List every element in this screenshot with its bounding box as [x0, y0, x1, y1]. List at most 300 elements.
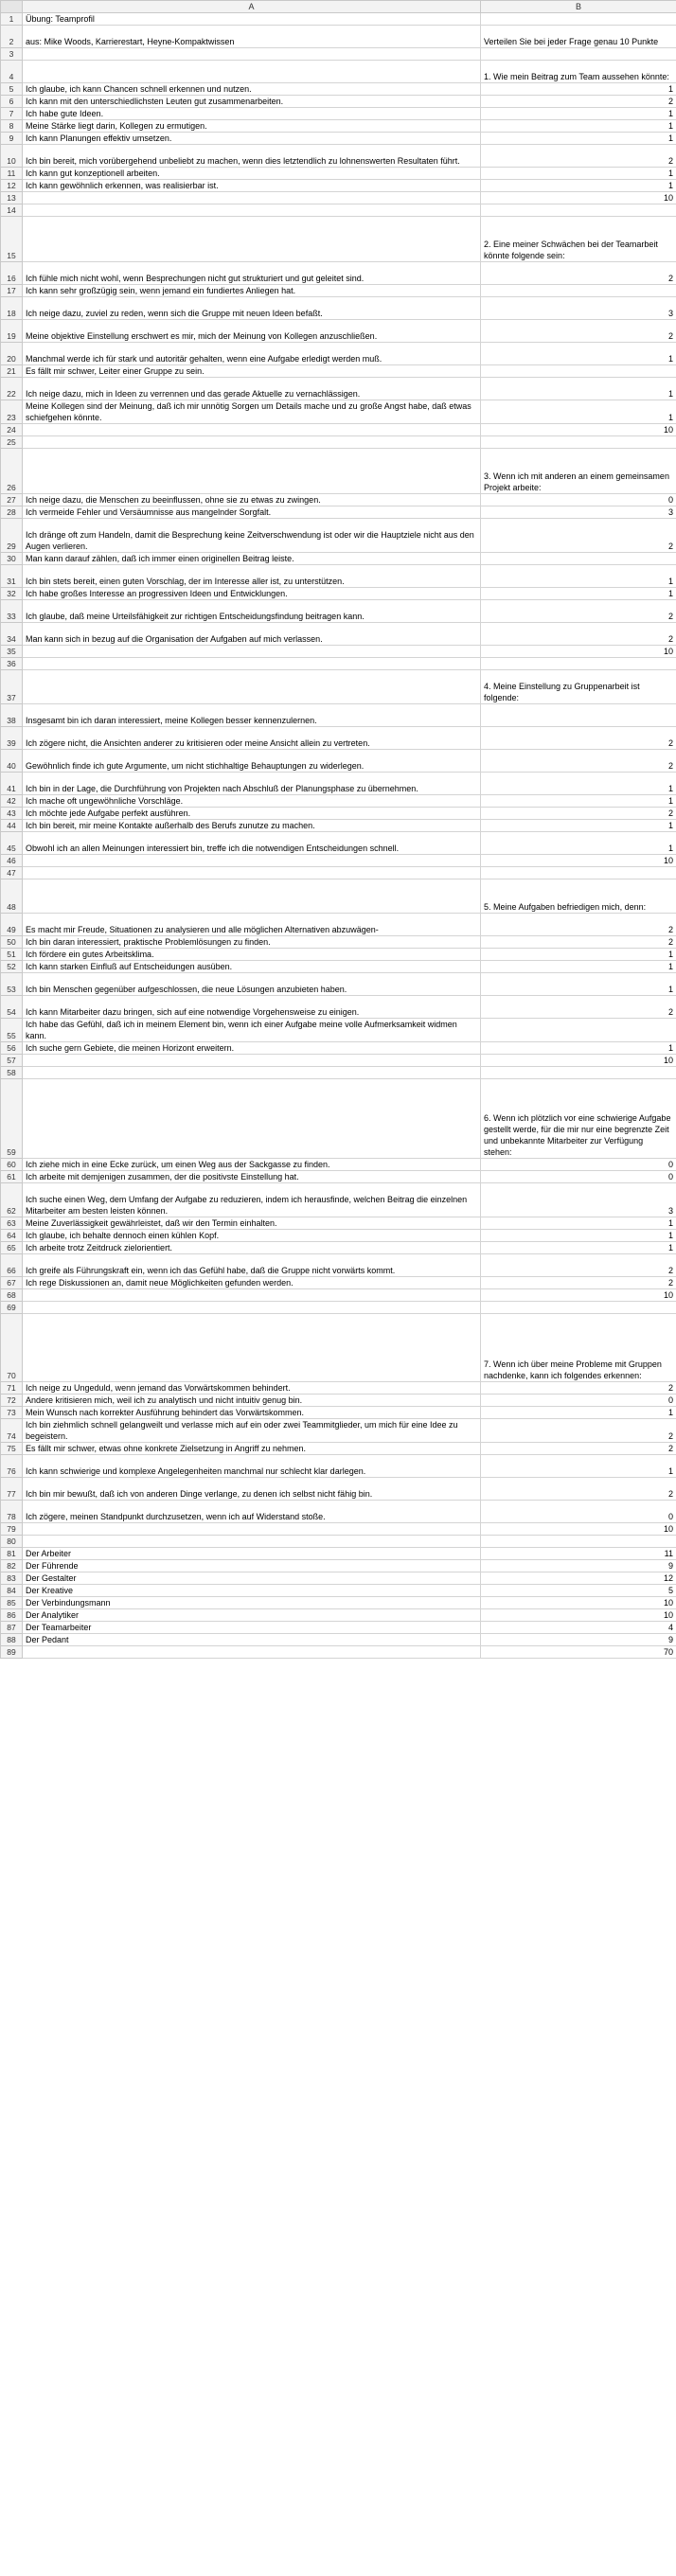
cell-a[interactable]: Ich neige zu Ungeduld, wenn jemand das Vorwärtskommen behindert.	[23, 1382, 481, 1395]
table-row	[1, 192, 676, 204]
cell-b[interactable]	[481, 1019, 676, 1042]
row-header[interactable]: 77	[1, 1478, 23, 1501]
cell-b[interactable]: 2	[481, 623, 676, 646]
cell-a[interactable]: Der Führende	[23, 1560, 481, 1572]
cell-a[interactable]: Der Analytiker	[23, 1609, 481, 1622]
cell-a[interactable]: Ich suche gern Gebiete, die meinen Horizont erweitern.	[23, 1042, 481, 1055]
cell-a[interactable]: Es fällt mir schwer, Leiter einer Gruppe zu sein.	[23, 365, 481, 378]
cell-b[interactable]	[481, 1302, 676, 1314]
cell-a[interactable]: Der Arbeiter	[23, 1548, 481, 1560]
cell-b[interactable]: 2	[481, 996, 676, 1019]
row-header[interactable]: 2	[1, 26, 23, 48]
table-row	[1, 1572, 676, 1585]
cell-b[interactable]: 1	[481, 180, 676, 192]
row-header[interactable]: 80	[1, 1536, 23, 1548]
cell-b[interactable]: 3	[481, 506, 676, 519]
cell-a[interactable]: Obwohl ich an allen Meinungen interessiert bin, treffe ich die notwendigen Entscheidungen schnell.	[23, 832, 481, 855]
cell-a[interactable]: Ich suche einen Weg, dem Umfang der Aufgabe zu reduzieren, indem ich herausfinde, welchen Beitrag die einzelnen Mitarbeiter am besten leisten können.	[23, 1183, 481, 1217]
row-header[interactable]: 63	[1, 1217, 23, 1230]
table-row	[1, 1478, 676, 1501]
row-header[interactable]: 9	[1, 133, 23, 145]
row-header[interactable]: 23	[1, 400, 23, 424]
cell-a[interactable]: Ich möchte jede Aufgabe perfekt ausführen.	[23, 808, 481, 820]
cell-a[interactable]: Meine Zuverlässigkeit gewährleistet, daß wir den Termin einhalten.	[23, 1217, 481, 1230]
cell-a[interactable]: Der Verbindungsmann	[23, 1597, 481, 1609]
table-row	[1, 519, 676, 553]
cell-b[interactable]: 0	[481, 494, 676, 506]
cell-b[interactable]	[481, 867, 676, 879]
cell-b[interactable]: 12	[481, 1572, 676, 1585]
row-header[interactable]: 21	[1, 365, 23, 378]
row-header[interactable]: 12	[1, 180, 23, 192]
cell-a[interactable]	[23, 1646, 481, 1659]
row-header[interactable]: 17	[1, 285, 23, 297]
cell-b[interactable]: 10	[481, 855, 676, 867]
column-header-b[interactable]: B	[481, 1, 676, 13]
row-header[interactable]: 82	[1, 1560, 23, 1572]
row-header[interactable]: 57	[1, 1055, 23, 1067]
cell-b[interactable]: 1	[481, 400, 676, 424]
cell-b[interactable]: 1	[481, 1455, 676, 1478]
row-header[interactable]: 69	[1, 1302, 23, 1314]
cell-a[interactable]: Ich fördere ein gutes Arbeitsklima.	[23, 949, 481, 961]
cell-a[interactable]	[23, 1289, 481, 1302]
row-header[interactable]: 83	[1, 1572, 23, 1585]
cell-b[interactable]	[481, 285, 676, 297]
cell-a[interactable]: Ich fühle mich nicht wohl, wenn Besprechungen nicht gut strukturiert und gut geleitet sind.	[23, 262, 481, 285]
row-header[interactable]: 50	[1, 936, 23, 949]
column-header-row	[1, 1, 676, 13]
row-header[interactable]: 70	[1, 1314, 23, 1382]
cell-a[interactable]	[23, 1055, 481, 1067]
cell-b[interactable]: 7. Wenn ich über meine Probleme mit Gruppen nachdenke, kann ich folgendes erkennen:	[481, 1314, 676, 1382]
cell-a[interactable]: Meine Stärke liegt darin, Kollegen zu ermutigen.	[23, 120, 481, 133]
cell-b[interactable]: 2	[481, 262, 676, 285]
cell-b[interactable]: 6. Wenn ich plötzlich vor eine schwierige Aufgabe gestellt werde, für die mir nur eine begrenzte Zeit und unbekannte Mitarbeiter zur Verfügung stehen:	[481, 1079, 676, 1159]
cell-a[interactable]: Ich arbeite mit demjenigen zusammen, der die positivste Einstellung hat.	[23, 1171, 481, 1183]
cell-a[interactable]: Ich zögere nicht, die Ansichten anderer zu kritisieren oder meine Ansicht allein zu vertreten.	[23, 727, 481, 750]
row-header[interactable]: 34	[1, 623, 23, 646]
cell-a[interactable]: Der Kreative	[23, 1585, 481, 1597]
row-header[interactable]: 72	[1, 1395, 23, 1407]
row-header[interactable]: 73	[1, 1407, 23, 1419]
row-header[interactable]: 14	[1, 204, 23, 217]
cell-b[interactable]: 1	[481, 820, 676, 832]
table-row	[1, 949, 676, 961]
cell-b[interactable]	[481, 1536, 676, 1548]
cell-a[interactable]	[23, 867, 481, 879]
cell-a[interactable]: Man kann darauf zählen, daß ich immer einen originellen Beitrag leiste.	[23, 553, 481, 565]
cell-b[interactable]: 10	[481, 1609, 676, 1622]
table-row	[1, 61, 676, 83]
row-header[interactable]: 62	[1, 1183, 23, 1217]
cell-b[interactable]: 1	[481, 343, 676, 365]
row-header[interactable]: 27	[1, 494, 23, 506]
row-header[interactable]: 66	[1, 1254, 23, 1277]
row-header[interactable]: 24	[1, 424, 23, 436]
table-row	[1, 1585, 676, 1597]
cell-a[interactable]: Ich kann mit den unterschiedlichsten Leuten gut zusammenarbeiten.	[23, 96, 481, 108]
cell-b[interactable]: 2	[481, 96, 676, 108]
table-row	[1, 914, 676, 936]
cell-b[interactable]: 1	[481, 378, 676, 400]
row-header[interactable]: 5	[1, 83, 23, 96]
cell-b[interactable]: 1	[481, 565, 676, 588]
cell-b[interactable]: 10	[481, 1289, 676, 1302]
row-header[interactable]: 19	[1, 320, 23, 343]
cell-b[interactable]: 10	[481, 1597, 676, 1609]
row-header[interactable]: 61	[1, 1171, 23, 1183]
cell-b[interactable]: 2	[481, 145, 676, 168]
cell-b[interactable]: 2	[481, 1254, 676, 1277]
select-all-corner[interactable]	[1, 1, 23, 13]
cell-a[interactable]: Ich habe gute Ideen.	[23, 108, 481, 120]
cell-b[interactable]: 1	[481, 795, 676, 808]
row-header[interactable]: 45	[1, 832, 23, 855]
row-header[interactable]: 41	[1, 773, 23, 795]
cell-a[interactable]: Ich kann gewöhnlich erkennen, was realisierbar ist.	[23, 180, 481, 192]
row-header[interactable]: 54	[1, 996, 23, 1019]
cell-a[interactable]: Übung: Teamprofil	[23, 13, 481, 26]
cell-b[interactable]: 2	[481, 1382, 676, 1395]
cell-b[interactable]: 5	[481, 1585, 676, 1597]
row-header[interactable]: 7	[1, 108, 23, 120]
row-header[interactable]: 48	[1, 879, 23, 914]
cell-b[interactable]	[481, 13, 676, 26]
table-row	[1, 1395, 676, 1407]
cell-b[interactable]: 2	[481, 1277, 676, 1289]
row-header[interactable]: 39	[1, 727, 23, 750]
cell-a[interactable]: Ich kann sehr großzügig sein, wenn jemand ein fundiertes Anliegen hat.	[23, 285, 481, 297]
cell-b[interactable]: 1	[481, 120, 676, 133]
cell-a[interactable]: Ich glaube, daß meine Urteilsfähigkeit zur richtigen Entscheidungsfindung beitragen kann.	[23, 600, 481, 623]
row-header[interactable]: 40	[1, 750, 23, 773]
cell-a[interactable]: Ich bin stets bereit, einen guten Vorschlag, der im Interesse aller ist, zu unterstützen.	[23, 565, 481, 588]
cell-b[interactable]: 9	[481, 1634, 676, 1646]
table-row	[1, 365, 676, 378]
row-header[interactable]: 78	[1, 1501, 23, 1523]
cell-b[interactable]: 2	[481, 600, 676, 623]
row-header[interactable]: 8	[1, 120, 23, 133]
cell-a[interactable]	[23, 1523, 481, 1536]
row-header[interactable]: 74	[1, 1419, 23, 1443]
row-header[interactable]: 15	[1, 217, 23, 262]
row-header[interactable]: 52	[1, 961, 23, 973]
table-row	[1, 180, 676, 192]
cell-b[interactable]: 1	[481, 588, 676, 600]
cell-b[interactable]: 2. Eine meiner Schwächen bei der Teamarbeit könnte folgende sein:	[481, 217, 676, 262]
cell-a[interactable]	[23, 1536, 481, 1548]
row-header[interactable]: 3	[1, 48, 23, 61]
cell-a[interactable]	[23, 48, 481, 61]
cell-b[interactable]	[481, 48, 676, 61]
row-header[interactable]: 16	[1, 262, 23, 285]
cell-a[interactable]: Ich bin bereit, mir meine Kontakte außerhalb des Berufs zunutze zu machen.	[23, 820, 481, 832]
cell-b[interactable]: 1	[481, 832, 676, 855]
cell-a[interactable]: Ich bin in der Lage, die Durchführung von Projekten nach Abschluß der Planungsphase zu übernehmen.	[23, 773, 481, 795]
cell-b[interactable]: 1	[481, 773, 676, 795]
cell-b[interactable]: 1	[481, 83, 676, 96]
row-header[interactable]: 20	[1, 343, 23, 365]
cell-b[interactable]: 0	[481, 1501, 676, 1523]
cell-a[interactable]: Andere kritisieren mich, weil ich zu analytisch und nicht intuitiv genug bin.	[23, 1395, 481, 1407]
row-header[interactable]: 35	[1, 646, 23, 658]
cell-a[interactable]: Ich greife als Führungskraft ein, wenn ich das Gefühl habe, daß die Gruppe nicht vorwärts kommt.	[23, 1254, 481, 1277]
cell-a[interactable]	[23, 192, 481, 204]
row-header[interactable]: 64	[1, 1230, 23, 1242]
row-header[interactable]: 11	[1, 168, 23, 180]
cell-b[interactable]: Verteilen Sie bei jeder Frage genau 10 Punkte	[481, 26, 676, 48]
cell-b[interactable]: 1	[481, 108, 676, 120]
cell-a[interactable]: Ich bin ziehmlich schnell gelangweilt und verlasse mich auf ein oder zwei Teammitglieder, um mich für eine Idee zu begeistern.	[23, 1419, 481, 1443]
row-header[interactable]: 28	[1, 506, 23, 519]
row-header[interactable]: 65	[1, 1242, 23, 1254]
row-header[interactable]: 71	[1, 1382, 23, 1395]
cell-b[interactable]: 0	[481, 1395, 676, 1407]
cell-b[interactable]	[481, 553, 676, 565]
cell-a[interactable]	[23, 855, 481, 867]
cell-b[interactable]	[481, 658, 676, 670]
row-header[interactable]: 87	[1, 1622, 23, 1634]
cell-a[interactable]	[23, 1302, 481, 1314]
row-header[interactable]: 18	[1, 297, 23, 320]
cell-b[interactable]: 2	[481, 1443, 676, 1455]
row-header[interactable]: 36	[1, 658, 23, 670]
cell-b[interactable]: 2	[481, 727, 676, 750]
row-header[interactable]: 31	[1, 565, 23, 588]
cell-a[interactable]: Ich habe das Gefühl, daß ich in meinem Element bin, wenn ich einer Aufgabe meine volle Aufmerksamkeit widmen kann.	[23, 1019, 481, 1042]
row-header[interactable]: 56	[1, 1042, 23, 1055]
cell-a[interactable]	[23, 217, 481, 262]
row-header[interactable]: 88	[1, 1634, 23, 1646]
cell-b[interactable]: 4. Meine Einstellung zu Gruppenarbeit ist folgende:	[481, 670, 676, 704]
cell-b[interactable]: 1	[481, 961, 676, 973]
table-row	[1, 1019, 676, 1042]
cell-a[interactable]	[23, 1067, 481, 1079]
row-header[interactable]: 42	[1, 795, 23, 808]
cell-a[interactable]: Ich kann Mitarbeiter dazu bringen, sich auf eine notwendige Vorgehensweise zu einigen.	[23, 996, 481, 1019]
row-header[interactable]: 1	[1, 13, 23, 26]
table-row	[1, 1159, 676, 1171]
cell-a[interactable]: Ich dränge oft zum Handeln, damit die Besprechung keine Zeitverschwendung ist oder wir die Hauptziele nicht aus den Augen verlieren.	[23, 519, 481, 553]
cell-a[interactable]: Ich ziehe mich in eine Ecke zurück, um einen Weg aus der Sackgasse zu finden.	[23, 1159, 481, 1171]
cell-b[interactable]: 2	[481, 914, 676, 936]
row-header[interactable]: 37	[1, 670, 23, 704]
row-header[interactable]: 38	[1, 704, 23, 727]
cell-a[interactable]: Der Teamarbeiter	[23, 1622, 481, 1634]
cell-a[interactable]: Ich rege Diskussionen an, damit neue Möglichkeiten gefunden werden.	[23, 1277, 481, 1289]
cell-b[interactable]: 0	[481, 1171, 676, 1183]
cell-a[interactable]	[23, 424, 481, 436]
table-row	[1, 658, 676, 670]
row-header[interactable]: 55	[1, 1019, 23, 1042]
row-header[interactable]: 29	[1, 519, 23, 553]
cell-b[interactable]: 10	[481, 192, 676, 204]
cell-b[interactable]: 2	[481, 750, 676, 773]
row-header[interactable]: 13	[1, 192, 23, 204]
cell-b[interactable]: 1	[481, 133, 676, 145]
cell-a[interactable]: Der Gestalter	[23, 1572, 481, 1585]
cell-b[interactable]: 1	[481, 949, 676, 961]
cell-b[interactable]: 70	[481, 1646, 676, 1659]
table-row	[1, 1254, 676, 1277]
cell-a[interactable]	[23, 658, 481, 670]
table-row	[1, 600, 676, 623]
cell-b[interactable]: 3	[481, 1183, 676, 1217]
row-header[interactable]: 22	[1, 378, 23, 400]
cell-b[interactable]: 3	[481, 297, 676, 320]
row-header[interactable]: 60	[1, 1159, 23, 1171]
cell-b[interactable]: 11	[481, 1548, 676, 1560]
cell-b[interactable]: 1	[481, 1230, 676, 1242]
table-row	[1, 13, 676, 26]
cell-a[interactable]	[23, 436, 481, 449]
row-header[interactable]: 79	[1, 1523, 23, 1536]
cell-a[interactable]	[23, 1314, 481, 1382]
cell-a[interactable]: Mein Wunsch nach korrekter Ausführung behindert das Vorwärtskommen.	[23, 1407, 481, 1419]
cell-a[interactable]: Ich glaube, ich behalte dennoch einen kühlen Kopf.	[23, 1230, 481, 1242]
cell-b[interactable]: 2	[481, 320, 676, 343]
cell-a[interactable]	[23, 1079, 481, 1159]
row-header[interactable]: 81	[1, 1548, 23, 1560]
cell-b[interactable]: 1	[481, 1217, 676, 1230]
row-header[interactable]: 85	[1, 1597, 23, 1609]
column-header-a[interactable]: A	[23, 1, 481, 13]
row-header[interactable]: 59	[1, 1079, 23, 1159]
row-header[interactable]: 44	[1, 820, 23, 832]
table-row	[1, 936, 676, 949]
cell-b[interactable]	[481, 365, 676, 378]
table-row	[1, 1230, 676, 1242]
cell-b[interactable]: 10	[481, 646, 676, 658]
cell-a[interactable]: Man kann sich in bezug auf die Organisation der Aufgaben auf mich verlassen.	[23, 623, 481, 646]
row-header[interactable]: 25	[1, 436, 23, 449]
row-header[interactable]: 33	[1, 600, 23, 623]
row-header[interactable]: 30	[1, 553, 23, 565]
cell-a[interactable]: Ich kann schwierige und komplexe Angelegenheiten manchmal nur schlecht klar darlegen.	[23, 1455, 481, 1478]
cell-b[interactable]	[481, 436, 676, 449]
table-row	[1, 1597, 676, 1609]
cell-a[interactable]: Ich habe großes Interesse an progressiven Ideen und Entwicklungen.	[23, 588, 481, 600]
row-header[interactable]: 32	[1, 588, 23, 600]
cell-a[interactable]: Meine Kollegen sind der Meinung, daß ich mir unnötig Sorgen um Details mache und zu große Angst habe, daß etwas schiefgehen könnte.	[23, 400, 481, 424]
cell-b[interactable]	[481, 704, 676, 727]
row-header[interactable]: 84	[1, 1585, 23, 1597]
row-header[interactable]: 49	[1, 914, 23, 936]
cell-b[interactable]: 1	[481, 168, 676, 180]
row-header[interactable]: 43	[1, 808, 23, 820]
row-header[interactable]: 86	[1, 1609, 23, 1622]
cell-a[interactable]	[23, 61, 481, 83]
row-header[interactable]: 4	[1, 61, 23, 83]
cell-b[interactable]: 10	[481, 1055, 676, 1067]
cell-a[interactable]: Gewöhnlich finde ich gute Argumente, um nicht stichhaltige Behauptungen zu widerlegen.	[23, 750, 481, 773]
cell-a[interactable]: Ich neige dazu, mich in Ideen zu verrennen und das gerade Aktuelle zu vernachlässigen.	[23, 378, 481, 400]
cell-a[interactable]: Der Pedant	[23, 1634, 481, 1646]
cell-b[interactable]: 0	[481, 1159, 676, 1171]
cell-a[interactable]	[23, 449, 481, 494]
cell-b[interactable]: 1	[481, 1407, 676, 1419]
cell-b[interactable]: 2	[481, 1478, 676, 1501]
cell-a[interactable]: Ich glaube, ich kann Chancen schnell erkennen und nutzen.	[23, 83, 481, 96]
cell-b[interactable]: 4	[481, 1622, 676, 1634]
cell-b[interactable]: 10	[481, 1523, 676, 1536]
row-header[interactable]: 10	[1, 145, 23, 168]
row-header[interactable]: 68	[1, 1289, 23, 1302]
table-row	[1, 808, 676, 820]
cell-b[interactable]	[481, 1067, 676, 1079]
cell-b[interactable]: 2	[481, 1419, 676, 1443]
cell-b[interactable]: 9	[481, 1560, 676, 1572]
cell-a[interactable]: Es macht mir Freude, Situationen zu analysieren und alle möglichen Alternativen abzuwägen-	[23, 914, 481, 936]
cell-a[interactable]: Ich bin Menschen gegenüber aufgeschlossen, die neue Lösungen anzubieten haben.	[23, 973, 481, 996]
cell-b[interactable]: 1. Wie mein Beitrag zum Team aussehen könnte:	[481, 61, 676, 83]
cell-b[interactable]: 1	[481, 1242, 676, 1254]
cell-a[interactable]: Manchmal werde ich für stark und autoritär gehalten, wenn eine Aufgabe erledigt werden muß.	[23, 343, 481, 365]
cell-a[interactable]	[23, 670, 481, 704]
row-header[interactable]: 47	[1, 867, 23, 879]
table-row	[1, 1042, 676, 1055]
cell-a[interactable]: Ich kann gut konzeptionell arbeiten.	[23, 168, 481, 180]
row-header[interactable]: 76	[1, 1455, 23, 1478]
table-row	[1, 1419, 676, 1443]
table-row	[1, 646, 676, 658]
cell-a[interactable]: Ich kann starken Einfluß auf Entscheidungen ausüben.	[23, 961, 481, 973]
cell-a[interactable]: aus: Mike Woods, Karrierestart, Heyne-Kompaktwissen	[23, 26, 481, 48]
table-row	[1, 1536, 676, 1548]
row-header[interactable]: 26	[1, 449, 23, 494]
cell-a[interactable]: Ich vermeide Fehler und Versäumnisse aus mangelnder Sorgfalt.	[23, 506, 481, 519]
cell-b[interactable]: 2	[481, 808, 676, 820]
row-header[interactable]: 51	[1, 949, 23, 961]
cell-a[interactable]: Ich bin daran interessiert, praktische Problemlösungen zu finden.	[23, 936, 481, 949]
cell-b[interactable]: 10	[481, 424, 676, 436]
cell-a[interactable]: Es fällt mir schwer, etwas ohne konkrete Zielsetzung in Angriff zu nehmen.	[23, 1443, 481, 1455]
table-row	[1, 1609, 676, 1622]
row-header[interactable]: 58	[1, 1067, 23, 1079]
cell-a[interactable]: Ich mache oft ungewöhnliche Vorschläge.	[23, 795, 481, 808]
row-header[interactable]: 53	[1, 973, 23, 996]
cell-b[interactable]: 2	[481, 936, 676, 949]
table-row	[1, 1277, 676, 1289]
row-header[interactable]: 6	[1, 96, 23, 108]
cell-a[interactable]: Ich bin bereit, mich vorübergehend unbeliebt zu machen, wenn dies letztendlich zu lohnenswerten Resultaten führt.	[23, 145, 481, 168]
cell-b[interactable]: 2	[481, 519, 676, 553]
cell-b[interactable]: 3. Wenn ich mit anderen an einem gemeinsamen Projekt arbeite:	[481, 449, 676, 494]
cell-a[interactable]	[23, 646, 481, 658]
cell-b[interactable]: 1	[481, 1042, 676, 1055]
cell-b[interactable]	[481, 204, 676, 217]
cell-a[interactable]: Insgesamt bin ich daran interessiert, meine Kollegen besser kennenzulernen.	[23, 704, 481, 727]
cell-b[interactable]: 5. Meine Aufgaben befriedigen mich, denn:	[481, 879, 676, 914]
cell-a[interactable]: Ich zögere, meinen Standpunkt durchzusetzen, wenn ich auf Widerstand stoße.	[23, 1501, 481, 1523]
cell-a[interactable]	[23, 204, 481, 217]
cell-b[interactable]: 1	[481, 973, 676, 996]
row-header[interactable]: 89	[1, 1646, 23, 1659]
table-row	[1, 436, 676, 449]
cell-a[interactable]	[23, 879, 481, 914]
row-header[interactable]: 46	[1, 855, 23, 867]
row-header[interactable]: 75	[1, 1443, 23, 1455]
table-row	[1, 494, 676, 506]
cell-a[interactable]: Ich bin mir bewußt, daß ich von anderen Dinge verlange, zu denen ich selbst nicht fähig bin.	[23, 1478, 481, 1501]
cell-a[interactable]: Ich kann Planungen effektiv umsetzen.	[23, 133, 481, 145]
cell-a[interactable]: Ich arbeite trotz Zeitdruck zielorientiert.	[23, 1242, 481, 1254]
row-header[interactable]: 67	[1, 1277, 23, 1289]
cell-a[interactable]: Ich neige dazu, zuviel zu reden, wenn sich die Gruppe mit neuen Ideen befaßt.	[23, 297, 481, 320]
cell-a[interactable]: Ich neige dazu, die Menschen zu beeinflussen, ohne sie zu etwas zu zwingen.	[23, 494, 481, 506]
cell-a[interactable]: Meine objektive Einstellung erschwert es mir, mich der Meinung von Kollegen anzuschließen.	[23, 320, 481, 343]
